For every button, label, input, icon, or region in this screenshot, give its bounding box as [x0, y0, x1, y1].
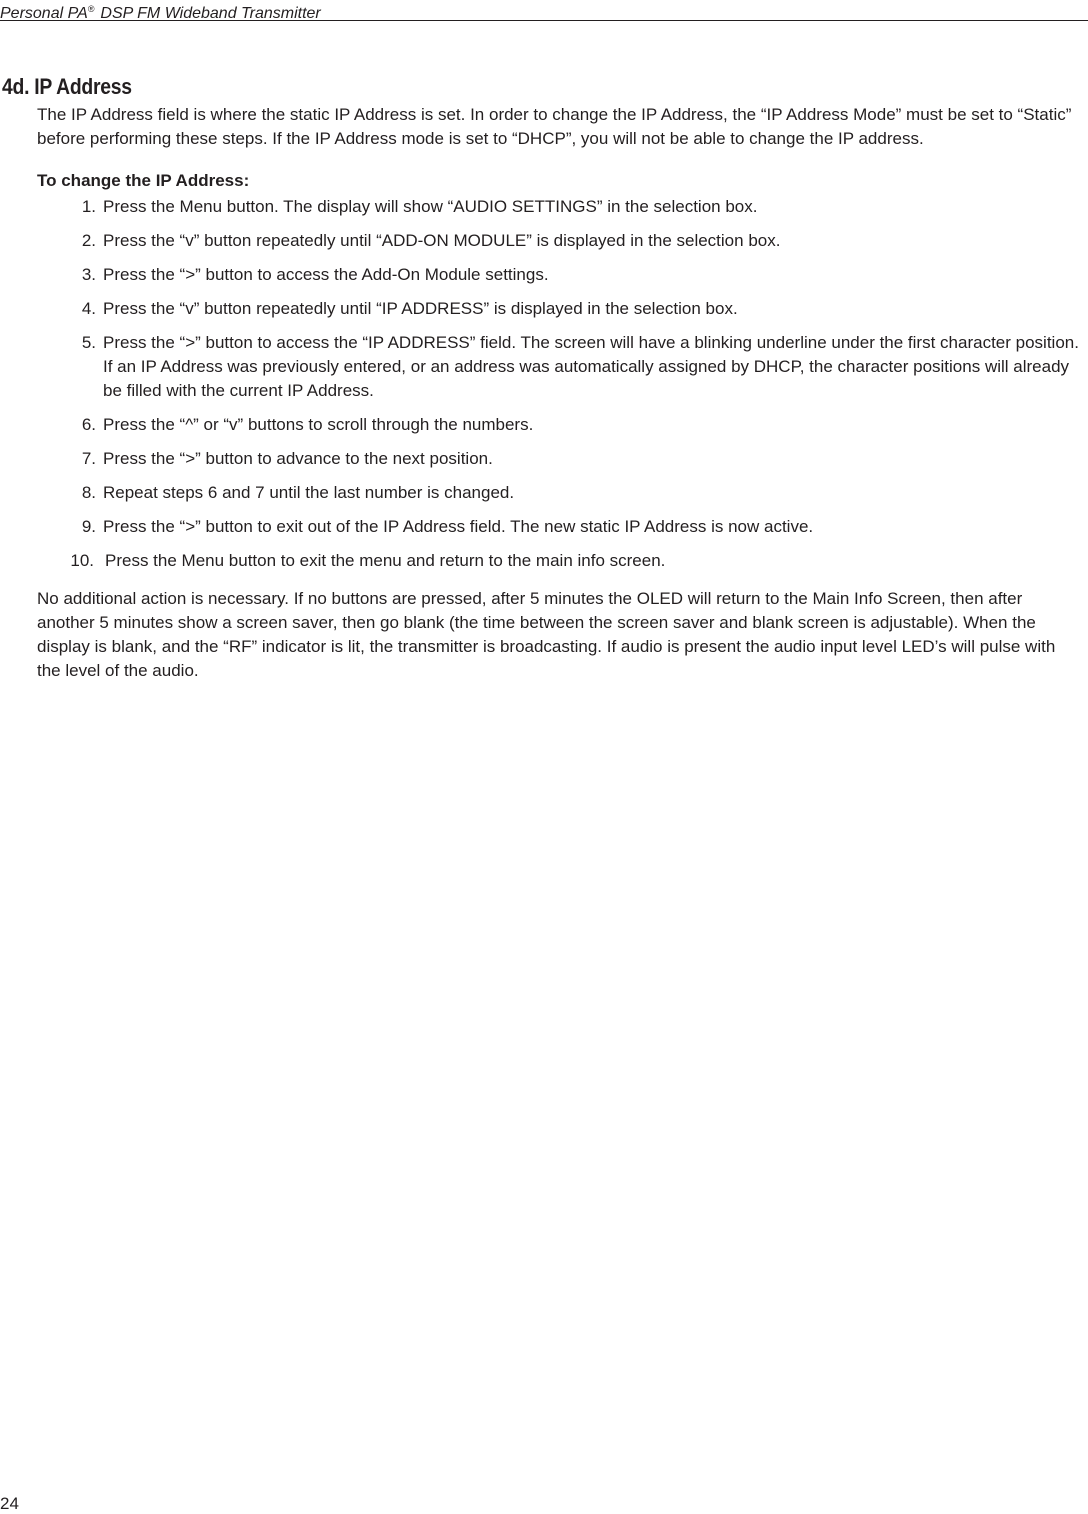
step-item: [0, 229, 1083, 253]
step-item: [0, 195, 1083, 219]
step-item: [0, 331, 1083, 403]
step-item: [0, 297, 1083, 321]
step-number: 1.: [81, 197, 96, 216]
page-number: 24: [0, 1494, 19, 1513]
step-item: [0, 481, 1083, 505]
step-number: 4.: [81, 299, 96, 318]
step-number: 7.: [81, 449, 96, 468]
step-item: [0, 413, 1083, 437]
step-text: Press the “>” button to exit out of the IP Address field. The new static IP Address is now active.: [103, 517, 814, 536]
step-number: 10.: [70, 551, 94, 570]
step-number: 8.: [81, 483, 96, 502]
intro-paragraph: The IP Address field is where the static IP Address is set. In order to change the IP Address, the “IP Address Mode” must be set to “Static” before performing these steps. If the IP Address mode is set to “DHCP”, you will not be able to change the IP address.: [37, 105, 1072, 148]
step-text: Repeat steps 6 and 7 until the last number is changed.: [103, 483, 515, 502]
step-item: [0, 447, 1083, 471]
step-text: Press the Menu button. The display will show “AUDIO SETTINGS” in the selection box.: [103, 197, 758, 216]
product-name: Personal PA: [0, 5, 88, 22]
document-subtitle: DSP FM Wideband Transmitter: [100, 5, 321, 22]
step-text: Press the “v” button repeatedly until “IP ADDRESS” is displayed in the selection box.: [103, 299, 738, 318]
section-heading: 4d. IP Address: [2, 74, 132, 99]
step-text: Press the “>” button to access the “IP ADDRESS” field. The screen will have a blinking underline under the first character position. If an IP Address was previously entered, or an address was automatically assigned by DHCP, the character positions will already be filled with the current IP Address.: [103, 333, 1079, 400]
step-text: Press the “>” button to advance to the next position.: [103, 449, 493, 468]
running-header: [0, 0, 1088, 21]
step-number: 9.: [81, 517, 96, 536]
step-text: Press the “^” or “v” buttons to scroll through the numbers.: [103, 415, 534, 434]
step-text: Press the “v” button repeatedly until “ADD-ON MODULE” is displayed in the selection box.: [103, 231, 781, 250]
step-number: 5.: [81, 333, 96, 352]
step-item: [0, 515, 1083, 539]
step-number: 3.: [81, 265, 96, 284]
closing-paragraph: No additional action is necessary. If no buttons are pressed, after 5 minutes the OLED will return to the Main Info Screen, then after another 5 minutes show a screen saver, then go blank (the time between the screen saver and blank screen is adjustable). When the display is blank, and the “RF” indicator is lit, the transmitter is broadcasting. If audio is present the audio input level LED’s will pulse with the level of the audio.: [37, 589, 1056, 680]
registered-mark: ®: [87, 4, 95, 14]
step-number: 2.: [81, 231, 96, 250]
step-text: Press the “>” button to access the Add-On Module settings.: [103, 265, 549, 284]
step-item: [0, 263, 1083, 287]
step-number: 6.: [81, 415, 96, 434]
procedure-title: To change the IP Address:: [37, 171, 250, 190]
step-item: [0, 549, 1083, 573]
procedure-steps: [0, 195, 1088, 583]
step-text: Press the Menu button to exit the menu and return to the main info screen.: [105, 551, 666, 570]
